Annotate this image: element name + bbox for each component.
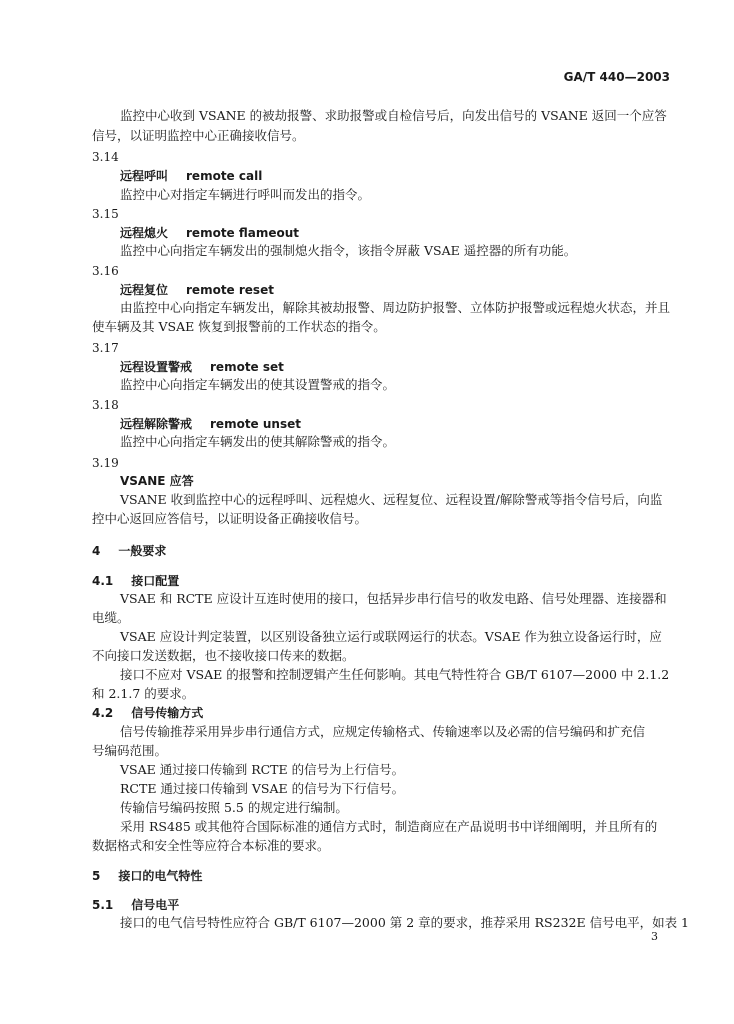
clause-number: 3.14 xyxy=(92,150,119,164)
term-heading xyxy=(120,225,299,241)
paragraph-line: 数据格式和安全性等应符合本标准的要求。 xyxy=(92,838,330,853)
subsection-heading xyxy=(92,897,179,913)
term-zh: 远程解除警戒 xyxy=(120,417,193,431)
term-definition: 由监控中心向指定车辆发出，解除其被劫报警、周边防护报警、立体防护报警或远程熄火状态，并且 xyxy=(120,300,671,315)
section-title: 一般要求 xyxy=(118,544,167,558)
term-heading xyxy=(120,282,274,298)
section-title: 接口的电气特性 xyxy=(118,869,203,883)
clause-number: 3.17 xyxy=(92,341,119,355)
paragraph-line: 信号，以证明监控中心正确接收信号。 xyxy=(92,128,305,143)
term-definition: 监控中心对指定车辆进行呼叫而发出的指令。 xyxy=(120,187,371,202)
subsection-title: 信号电平 xyxy=(131,898,180,912)
page-number: 3 xyxy=(651,930,658,943)
paragraph-line: 接口的电气信号特性应符合 GB/T 6107—2000 第 2 章的要求，推荐采用 RS232E 信号电平，如表 1 xyxy=(120,915,689,930)
term-en: remote unset xyxy=(210,417,301,431)
section-heading xyxy=(92,543,166,559)
paragraph-line: 号编码范围。 xyxy=(92,743,168,758)
term-en: remote set xyxy=(210,360,284,374)
paragraph-line: 电缆。 xyxy=(92,610,130,625)
clause-number: 3.15 xyxy=(92,207,119,221)
paragraph-line: 传输信号编码按照 5.5 的规定进行编制。 xyxy=(120,800,348,815)
term-definition: 监控中心向指定车辆发出的使其设置警戒的指令。 xyxy=(120,377,396,392)
term-zh: 远程熄火 xyxy=(120,226,169,240)
subsection-number: 4.2 xyxy=(92,706,114,720)
term-heading xyxy=(120,416,301,432)
term-zh: 远程呼叫 xyxy=(120,169,169,183)
paragraph-line: 信号传输推荐采用异步串行通信方式，应规定传输格式、传输速率以及必需的信号编码和扩充信 xyxy=(120,724,646,739)
subsection-title: 接口配置 xyxy=(131,574,180,588)
section-number: 4 xyxy=(92,544,101,558)
paragraph-line: 和 2.1.7 的要求。 xyxy=(92,686,195,701)
term-en: remote call xyxy=(186,169,263,183)
clause-number: 3.19 xyxy=(92,456,119,470)
clause-number: 3.16 xyxy=(92,264,119,278)
term-heading xyxy=(120,359,284,375)
subsection-title: 信号传输方式 xyxy=(131,706,204,720)
paragraph-line: VSAE 和 RCTE 应设计互连时使用的接口，包括异步串行信号的收发电路、信号处理器、连接器和 xyxy=(120,591,667,606)
standard-code-header: GA/T 440—2003 xyxy=(563,70,670,84)
term-definition: 控中心返回应答信号，以证明设备正确接收信号。 xyxy=(92,511,368,526)
paragraph-line: 采用 RS485 或其他符合国际标准的通信方式时，制造商应在产品说明书中详细阐明，并且所有的 xyxy=(120,819,658,834)
term-definition: 使车辆及其 VSAE 恢复到报警前的工作状态的指令。 xyxy=(92,319,386,334)
paragraph-line: RCTE 通过接口传输到 VSAE 的信号为下行信号。 xyxy=(120,781,405,796)
paragraph-line: 监控中心收到 VSANE 的被劫报警、求助报警或自检信号后，向发出信号的 VSANE 返回一个应答 xyxy=(120,108,667,123)
term-en: remote reset xyxy=(186,283,274,297)
paragraph-line: VSAE 通过接口传输到 RCTE 的信号为上行信号。 xyxy=(120,762,405,777)
paragraph-line: 接口不应对 VSAE 的报警和控制逻辑产生任何影响。其电气特性符合 GB/T 6107—2000 中 2.1.2 xyxy=(120,667,670,682)
term-en: remote flameout xyxy=(186,226,300,240)
section-number: 5 xyxy=(92,869,101,883)
subsection-number: 5.1 xyxy=(92,898,114,912)
term-heading: VSANE 应答 xyxy=(120,474,194,488)
term-definition: 监控中心向指定车辆发出的使其解除警戒的指令。 xyxy=(120,434,396,449)
term-zh: 远程设置警戒 xyxy=(120,360,193,374)
paragraph-line: VSAE 应设计判定装置，以区别设备独立运行或联网运行的状态。VSAE 作为独立设备运行时，应 xyxy=(120,629,662,644)
term-zh: 远程复位 xyxy=(120,283,169,297)
subsection-heading xyxy=(92,573,179,589)
paragraph-line: 不向接口发送数据，也不接收接口传来的数据。 xyxy=(92,648,355,663)
section-heading xyxy=(92,868,202,884)
term-definition: VSANE 收到监控中心的远程呼叫、远程熄火、远程复位、远程设置/解除警戒等指令信号后，向监 xyxy=(120,492,663,507)
term-definition: 监控中心向指定车辆发出的强制熄火指令，该指令屏蔽 VSAE 遥控器的所有功能。 xyxy=(120,243,577,258)
subsection-heading xyxy=(92,705,203,721)
clause-number: 3.18 xyxy=(92,398,119,412)
term-heading xyxy=(120,168,262,184)
subsection-number: 4.1 xyxy=(92,574,114,588)
